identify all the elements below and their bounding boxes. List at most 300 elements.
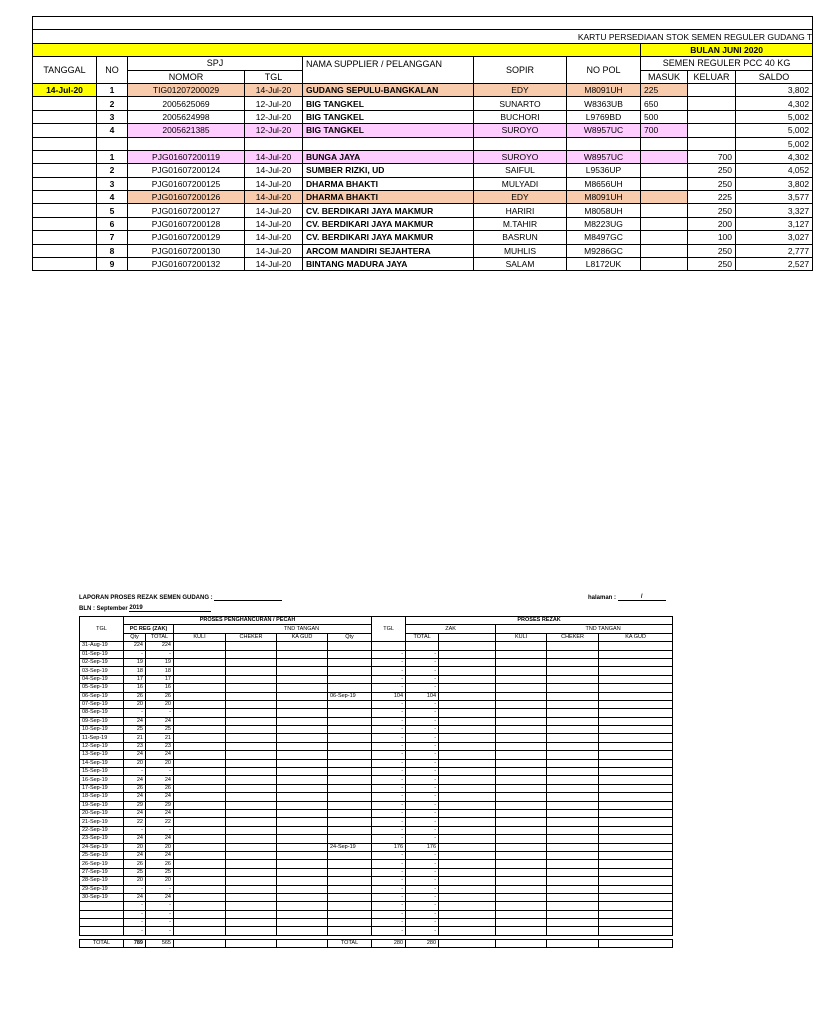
report-rtgl (328, 768, 372, 776)
report-total: 24 (146, 751, 174, 759)
stock-date: 14-Jul-20 (33, 83, 97, 96)
report-rqty: - (372, 927, 406, 935)
report-row (80, 675, 673, 683)
report-qty: 24 (124, 793, 146, 801)
stock-row (33, 124, 813, 137)
stock-row (33, 177, 813, 190)
stock-nomor: PJG01607200132 (128, 258, 245, 271)
month-spacer (33, 43, 641, 56)
report-kuli (174, 818, 226, 826)
report-rkuli (496, 709, 547, 717)
report-rqty: - (372, 658, 406, 666)
report-rcheker (547, 809, 599, 817)
report-rtotal: - (406, 751, 439, 759)
report-row (80, 709, 673, 717)
stock-nomor: PJG01607200124 (128, 164, 245, 177)
report-rqty: - (372, 860, 406, 868)
rep-total: TOTAL (146, 633, 174, 641)
report-rtgl (328, 809, 372, 817)
report-rcheker (547, 692, 599, 700)
stock-date (33, 110, 97, 123)
report-month (79, 605, 211, 612)
report-tgl: 02-Sep-19 (80, 658, 124, 666)
report-rcheker (547, 784, 599, 792)
report-cheker (226, 919, 277, 927)
report-rtotal-blank (496, 939, 547, 947)
stock-saldo: 5,002 (736, 110, 813, 123)
rezak-report (79, 594, 679, 1010)
report-rqty: - (372, 893, 406, 901)
report-rcheker (547, 835, 599, 843)
stock-no: 7 (97, 231, 128, 244)
report-rtgl (328, 642, 372, 650)
stock-no: 6 (97, 217, 128, 230)
stock-tgl: 14-Jul-20 (245, 150, 303, 163)
report-cheker (226, 700, 277, 708)
report-rkuli (496, 784, 547, 792)
report-rblank (439, 667, 496, 675)
report-kagud (277, 684, 328, 692)
report-kuli (174, 860, 226, 868)
rep-kagud: KA GUD (277, 633, 328, 641)
header-nopol: NO POL (567, 57, 641, 84)
report-kagud (277, 902, 328, 910)
report-tgl: 13-Sep-19 (80, 751, 124, 759)
report-rblank (439, 851, 496, 859)
stock-sopir: SUROYO (474, 150, 567, 163)
stock-tgl: 12-Jul-20 (245, 110, 303, 123)
report-tgl: 15-Sep-19 (80, 768, 124, 776)
report-rcheker (547, 650, 599, 658)
report-total: - (146, 709, 174, 717)
report-kagud (277, 893, 328, 901)
report-rcheker (547, 910, 599, 918)
report-rtgl (328, 667, 372, 675)
report-rtotal: - (406, 801, 439, 809)
report-cheker (226, 910, 277, 918)
report-kagud (277, 809, 328, 817)
header-nama: NAMA SUPPLIER / PELANGGAN (303, 57, 474, 70)
stock-tgl: 14-Jul-20 (245, 258, 303, 271)
report-row (80, 717, 673, 725)
report-rtotal: - (406, 726, 439, 734)
report-rtotal: 176 (406, 843, 439, 851)
report-rqty: - (372, 801, 406, 809)
stock-blank-cell (474, 137, 567, 150)
report-total: 22 (146, 818, 174, 826)
report-total: 26 (146, 692, 174, 700)
stock-no: 1 (97, 83, 128, 96)
report-qty: 20 (124, 877, 146, 885)
stock-blank-cell (303, 137, 474, 150)
report-total: - (146, 768, 174, 776)
stock-sopir: HARIRI (474, 204, 567, 217)
stock-tgl: 14-Jul-20 (245, 164, 303, 177)
stock-nomor: TIG01207200029 (128, 83, 245, 96)
stock-row (33, 83, 813, 96)
stock-masuk (641, 231, 688, 244)
stock-date (33, 217, 97, 230)
stock-keluar (688, 83, 736, 96)
stock-no: 1 (97, 150, 128, 163)
stock-no: 3 (97, 110, 128, 123)
report-qty: 23 (124, 742, 146, 750)
report-kagud (277, 709, 328, 717)
stock-blank-saldo: 5,002 (736, 137, 813, 150)
stock-nama: BUNGA JAYA (303, 150, 474, 163)
report-rcheker (547, 793, 599, 801)
report-rtotal: - (406, 709, 439, 717)
report-qty: - (124, 910, 146, 918)
report-tgl: 03-Sep-19 (80, 667, 124, 675)
report-tgl: 18-Sep-19 (80, 793, 124, 801)
stock-blank-cell (688, 137, 736, 150)
report-page (588, 594, 666, 601)
report-rtgl (328, 700, 372, 708)
report-rqty: - (372, 717, 406, 725)
report-rblank (439, 751, 496, 759)
report-row (80, 759, 673, 767)
report-total: 19 (146, 658, 174, 666)
report-rcheker (547, 700, 599, 708)
stock-saldo: 3,802 (736, 83, 813, 96)
report-rkuli (496, 868, 547, 876)
stock-nama: CV. BERDIKARI JAYA MAKMUR (303, 217, 474, 230)
report-rkuli (496, 742, 547, 750)
report-rtgl (328, 650, 372, 658)
report-kuli (174, 927, 226, 935)
stock-masuk (641, 191, 688, 204)
report-rcheker (547, 667, 599, 675)
report-tgl: 28-Sep-19 (80, 877, 124, 885)
report-rcheker (547, 709, 599, 717)
stock-masuk (641, 164, 688, 177)
report-rqty: 176 (372, 843, 406, 851)
report-tgl: 22-Sep-19 (80, 826, 124, 834)
report-kuli (174, 776, 226, 784)
report-rkagud (599, 893, 673, 901)
report-qty: 24 (124, 835, 146, 843)
report-kagud (277, 667, 328, 675)
report-kagud (277, 801, 328, 809)
stock-nopol: M9286GC (567, 244, 641, 257)
report-tgl: 23-Sep-19 (80, 835, 124, 843)
report-rtotal: - (406, 734, 439, 742)
report-rblank (439, 684, 496, 692)
report-gudang-line (214, 594, 282, 601)
report-row (80, 843, 673, 851)
report-total-total: 565 (146, 939, 174, 947)
stock-date (33, 191, 97, 204)
report-rkagud (599, 868, 673, 876)
stock-tgl: 14-Jul-20 (245, 83, 303, 96)
stock-sopir: BASRUN (474, 231, 567, 244)
report-total: 21 (146, 734, 174, 742)
report-cheker (226, 801, 277, 809)
stock-row (33, 258, 813, 271)
report-qty: 21 (124, 734, 146, 742)
report-cheker (226, 927, 277, 935)
stock-masuk: 700 (641, 124, 688, 137)
stock-nomor: 2005625069 (128, 97, 245, 110)
report-rkagud (599, 927, 673, 935)
report-cheker (226, 751, 277, 759)
report-cheker (226, 709, 277, 717)
report-kagud (277, 927, 328, 935)
stock-nama: GUDANG SEPULU-BANGKALAN (303, 83, 474, 96)
report-rtgl (328, 919, 372, 927)
report-cheker (226, 793, 277, 801)
stock-row (33, 231, 813, 244)
stock-nopol: W8957UC (567, 124, 641, 137)
report-rtgl (328, 885, 372, 893)
report-rkuli (496, 801, 547, 809)
report-cheker (226, 826, 277, 834)
report-rkuli (496, 893, 547, 901)
stock-keluar: 100 (688, 231, 736, 244)
report-total: - (146, 826, 174, 834)
stock-tgl: 14-Jul-20 (245, 191, 303, 204)
header-masuk: MASUK (641, 70, 688, 83)
report-rtgl (328, 851, 372, 859)
report-rqty: - (372, 751, 406, 759)
stock-no: 4 (97, 124, 128, 137)
stock-saldo: 4,052 (736, 164, 813, 177)
report-rqty: - (372, 793, 406, 801)
stock-nama: CV. BERDIKARI JAYA MAKMUR (303, 231, 474, 244)
report-total: - (146, 919, 174, 927)
stock-sopir: SAIFUL (474, 164, 567, 177)
report-kagud (277, 877, 328, 885)
report-rblank (439, 726, 496, 734)
report-rtotal: - (406, 675, 439, 683)
report-qty: 24 (124, 776, 146, 784)
rep-right-header: PROSES REZAK (406, 617, 673, 625)
stock-nomor: PJG01607200129 (128, 231, 245, 244)
header-keluar: KELUAR (688, 70, 736, 83)
report-rcheker (547, 642, 599, 650)
report-rblank (439, 650, 496, 658)
stock-nama: BIG TANGKEL (303, 124, 474, 137)
stock-sopir: MULYADI (474, 177, 567, 190)
report-row (80, 650, 673, 658)
report-qty: 29 (124, 801, 146, 809)
report-kuli (174, 793, 226, 801)
report-total: 24 (146, 793, 174, 801)
report-rblank (439, 675, 496, 683)
report-qty: - (124, 709, 146, 717)
report-rqty: - (372, 868, 406, 876)
report-qty: - (124, 885, 146, 893)
stock-nopol: M8091UH (567, 83, 641, 96)
stock-date (33, 150, 97, 163)
report-kuli (174, 658, 226, 666)
report-rcheker (547, 919, 599, 927)
report-rcheker (547, 675, 599, 683)
report-kagud (277, 675, 328, 683)
report-rqty: - (372, 877, 406, 885)
report-tgl: 01-Sep-19 (80, 650, 124, 658)
report-rkuli (496, 910, 547, 918)
report-title-text: LAPORAN PROSES REZAK SEMEN GUDANG : (79, 595, 213, 601)
report-rqty (372, 642, 406, 650)
report-rtotal-blank (547, 939, 599, 947)
stock-nopol: L9536UP (567, 164, 641, 177)
report-cheker (226, 759, 277, 767)
report-rtotal: - (406, 851, 439, 859)
stock-nama: ARCOM MANDIRI SEJAHTERA (303, 244, 474, 257)
stock-masuk: 650 (641, 97, 688, 110)
report-rtgl (328, 826, 372, 834)
report-total: 24 (146, 851, 174, 859)
report-kagud (277, 742, 328, 750)
report-title (79, 594, 282, 601)
report-kuli (174, 835, 226, 843)
stock-sopir: MUHLIS (474, 244, 567, 257)
report-kagud (277, 868, 328, 876)
report-row (80, 826, 673, 834)
report-rtotal: - (406, 860, 439, 868)
report-cheker (226, 684, 277, 692)
blank-row (33, 17, 813, 30)
report-rkuli (496, 809, 547, 817)
report-rtotal: - (406, 776, 439, 784)
report-total: - (146, 910, 174, 918)
report-rcheker (547, 818, 599, 826)
report-row (80, 768, 673, 776)
rep-rkuli: KULI (496, 633, 547, 641)
report-total: 224 (146, 642, 174, 650)
stock-nopol: M8091UH (567, 191, 641, 204)
report-cheker (226, 692, 277, 700)
report-kagud (277, 818, 328, 826)
stock-tgl: 12-Jul-20 (245, 97, 303, 110)
report-tgl (80, 927, 124, 935)
report-rkuli (496, 700, 547, 708)
report-rkagud (599, 776, 673, 784)
stock-card-table (32, 16, 813, 271)
report-rkuli (496, 902, 547, 910)
stock-blank-cell (641, 137, 688, 150)
report-rkagud (599, 751, 673, 759)
stock-tgl: 14-Jul-20 (245, 244, 303, 257)
report-total: 18 (146, 667, 174, 675)
report-rtotal: - (406, 700, 439, 708)
report-qty: 25 (124, 726, 146, 734)
report-tgl: 09-Sep-19 (80, 717, 124, 725)
report-rkagud (599, 910, 673, 918)
report-kagud (277, 642, 328, 650)
stock-tgl: 14-Jul-20 (245, 204, 303, 217)
report-row (80, 919, 673, 927)
rep-kuli: KULI (174, 633, 226, 641)
stock-masuk: 225 (641, 83, 688, 96)
report-rtotal (406, 642, 439, 650)
report-rcheker (547, 868, 599, 876)
report-tgl: 07-Sep-19 (80, 700, 124, 708)
report-total: 16 (146, 684, 174, 692)
report-rtotal: - (406, 717, 439, 725)
stock-keluar (688, 110, 736, 123)
report-cheker (226, 885, 277, 893)
report-rqty: - (372, 784, 406, 792)
stock-saldo: 3,327 (736, 204, 813, 217)
report-rkagud (599, 919, 673, 927)
report-rqty: - (372, 851, 406, 859)
report-cheker (226, 868, 277, 876)
report-row (80, 851, 673, 859)
report-rkagud (599, 658, 673, 666)
report-cheker (226, 742, 277, 750)
rep-left-header: PROSES PENGHANCURAN / PECAH (124, 617, 372, 625)
report-kuli (174, 851, 226, 859)
report-kagud (277, 759, 328, 767)
header-nomor: NOMOR (128, 70, 245, 83)
report-rcheker (547, 860, 599, 868)
report-kagud (277, 860, 328, 868)
report-rblank (439, 776, 496, 784)
stock-nopol: L8172UK (567, 258, 641, 271)
report-rkagud (599, 734, 673, 742)
report-rqty: - (372, 667, 406, 675)
report-qty: 26 (124, 860, 146, 868)
report-rkuli (496, 818, 547, 826)
report-cheker (226, 809, 277, 817)
report-cheker (226, 843, 277, 851)
stock-saldo: 4,302 (736, 97, 813, 110)
report-rtgl (328, 742, 372, 750)
report-rkagud (599, 793, 673, 801)
stock-tgl: 12-Jul-20 (245, 124, 303, 137)
stock-nomor: PJG01607200125 (128, 177, 245, 190)
stock-saldo: 3,127 (736, 217, 813, 230)
report-rqty: - (372, 709, 406, 717)
report-kuli (174, 910, 226, 918)
report-rkagud (599, 851, 673, 859)
report-qty: 24 (124, 751, 146, 759)
report-rcheker (547, 893, 599, 901)
report-cheker (226, 877, 277, 885)
stock-nopol: W8957UC (567, 150, 641, 163)
report-rqty: - (372, 818, 406, 826)
report-rkagud (599, 709, 673, 717)
report-tgl: 31-Aug-19 (80, 642, 124, 650)
report-rtgl (328, 835, 372, 843)
stock-blank-cell (245, 137, 303, 150)
report-rqty: - (372, 835, 406, 843)
report-total: - (146, 650, 174, 658)
report-rtotal-total: 280 (406, 939, 439, 947)
report-rtotal: - (406, 877, 439, 885)
report-row (80, 885, 673, 893)
stock-date (33, 97, 97, 110)
report-rkuli (496, 860, 547, 868)
stock-nomor: PJG01607200119 (128, 150, 245, 163)
rep-qty: Qty (124, 633, 146, 641)
report-rtotal: - (406, 910, 439, 918)
report-cheker (226, 776, 277, 784)
report-rblank (439, 793, 496, 801)
report-rkagud (599, 877, 673, 885)
report-row (80, 734, 673, 742)
report-kuli (174, 902, 226, 910)
stock-no: 8 (97, 244, 128, 257)
report-rblank (439, 692, 496, 700)
report-qty: 224 (124, 642, 146, 650)
report-qty: - (124, 902, 146, 910)
report-rkagud (599, 809, 673, 817)
stock-nama: BIG TANGKEL (303, 110, 474, 123)
